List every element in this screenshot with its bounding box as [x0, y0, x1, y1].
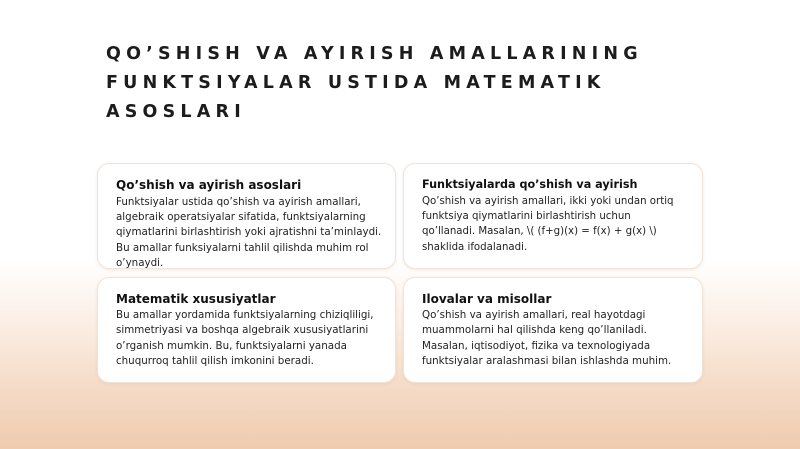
card-mathematical-properties: [97, 277, 396, 383]
card-body: Funktsiyalar ustida qo’shish va ayirish amallari, algebraik operatsiyalar sifatida, funktsiyalarning qiymatlarini birlashtirish yoki ajratishni ta’minlaydi. Bu amallar funksiyalarni tahlil qilishda muhim rol o’ynaydi.: [116, 196, 382, 269]
card-heading: Matematik xususiyatlar: [116, 292, 276, 306]
card-applications-examples: [403, 277, 703, 383]
slide-title: QO’SHISH VA AYIRISH AMALLARINING FUNKTSIYALAR USTIDA MATEMATIK ASOSLARI: [106, 44, 643, 122]
card-addition-subtraction-basics: [97, 163, 396, 269]
card-body: Bu amallar yordamida funktsiyalarning chiziqliligi, simmetriyasi va boshqa algebraik xususiyatlarini o’rganish mumkin. Bu, funktsiyalarni yanada chuqurroq tahlil qilish imkonini beradi.: [116, 309, 374, 367]
card-body: Qo’shish va ayirish amallari, ikki yoki undan ortiq funktsiya qiymatlarini birlashtirish uchun qo’llanadi. Masalan, \( (f+g)(x) = f(x) + g(x) \) shaklida ifodalanadi.: [422, 196, 674, 253]
card-body: Qo’shish va ayirish amallari, real hayotdagi muammolarni hal qilishda keng qo’llaniladi. Masalan, iqtisodiyot, fizika va texnologiyada funktsiyalar aralashmasi bilan ishlashda muhim.: [422, 309, 672, 367]
card-heading: Funktsiyalarda qo’shish va ayirish: [422, 178, 638, 191]
card-heading: Ilovalar va misollar: [422, 292, 552, 306]
card-heading: Qo’shish va ayirish asoslari: [116, 178, 302, 192]
card-functions-addition-subtraction: [403, 163, 703, 269]
